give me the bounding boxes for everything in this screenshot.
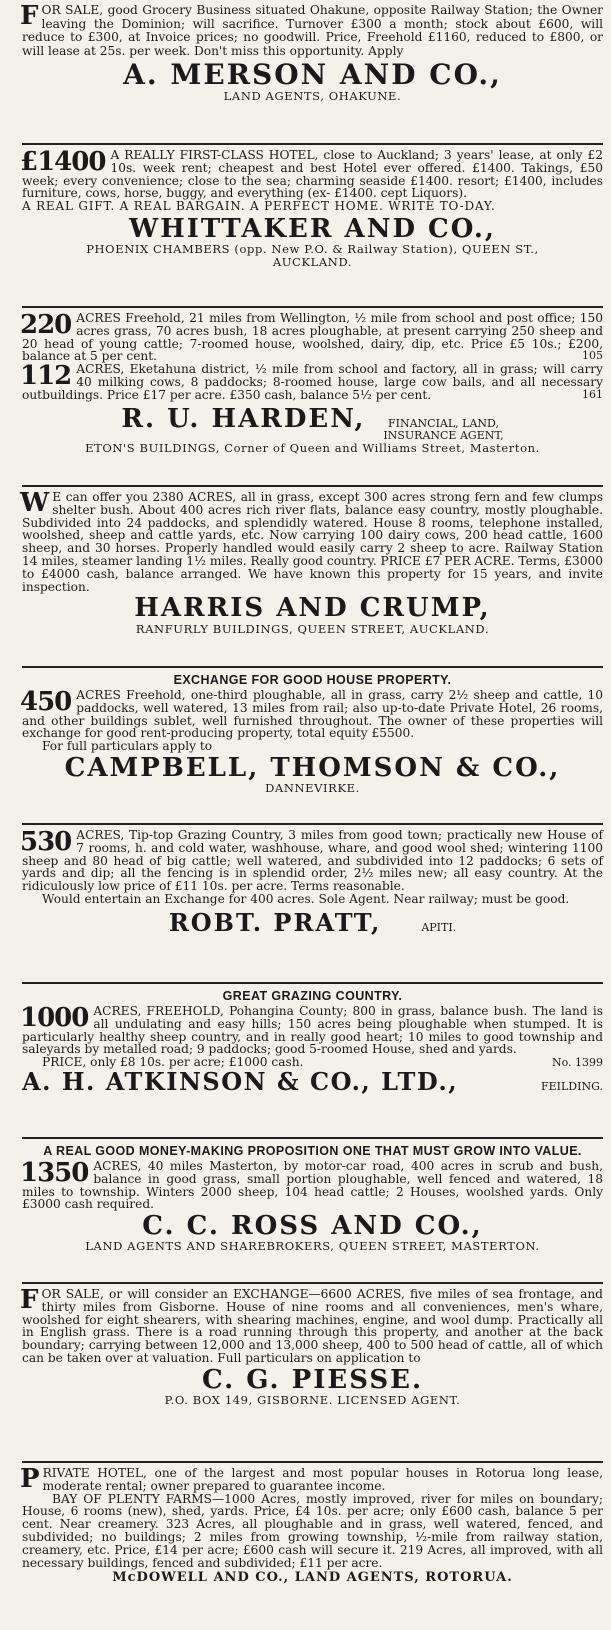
firm-name: A. H. ATKINSON & CO., LTD., <box>22 1067 459 1097</box>
firm-address: LAND AGENTS, OHAKUNE. <box>223 88 402 103</box>
listing-220: 220 ACRES Freehold, 21 miles from Wellington, ½ mile from school and post office; 150 acres grass, 70 acres bush, 18 acres ploughable, at present carrying 250 sheep and 20 head of young cattle; 7-roomed house, woolshed, dairy, dip, etc. Price £5 10s.; £200, balance at 5 per cent. 105 <box>20 310 603 364</box>
firm-services: FINANCIAL, LAND, INSURANCE AGENT, <box>383 416 504 442</box>
firm-name: ROBT. PRATT, <box>168 907 382 937</box>
ad-body: FOR SALE, good Grocery Business situated Ohakune, opposite Railway Station; the Owner leaving the Dominion; will sacrifice. Turnover £300 a month; stock about £600, will reduce to £300, at Invoice prices; no goodwill. Price, Freehold £1160, reduced to £800, or will lease at 25s. per week. Don't miss this opportunity. Apply <box>20 1 603 58</box>
firm-city: AUCKLAND. <box>272 255 353 270</box>
apply-line: For full particulars apply to <box>42 739 213 754</box>
firm-address: LAND AGENTS AND SHAREBROKERS, QUEEN STREET, MASTERTON. <box>85 1239 540 1254</box>
acreage-figure: 530 <box>20 827 72 857</box>
ad-body: 530 ACRES, Tip-top Grazing Country, 3 miles from good town; practically new House of 7 rooms, h. and cold water, washhouse, whare, and good wool shed; wintering 1100 sheep and 80 head of big cattle; well watered, and subdivided into 12 paddocks; 6 sets of yards and dip; all the fencing is in splendid order, 2½ miles new; all easy country. At the ridiculously low price of £11 10s. per acre. Terms reasonable. <box>20 827 603 894</box>
firm-address: RANFURLY BUILDINGS, QUEEN STREET, AUCKLAND. <box>135 621 490 636</box>
firm-address: ETON'S BUILDINGS, Corner of Queen and Williams Street, Masterton. <box>85 440 540 455</box>
price-line: PRICE, only £8 10s. per acre; £1000 cash. <box>42 1055 304 1070</box>
ad-price-figure: £1400 <box>20 147 106 177</box>
ad-piesse <box>22 1284 603 1463</box>
drop-cap: W <box>20 488 50 518</box>
ad-harris-crump <box>22 487 603 668</box>
drop-cap: F <box>20 1285 39 1315</box>
firm-town: DANNEVIRKE. <box>265 781 360 796</box>
listing-ref: No. 1399 <box>551 1056 603 1070</box>
ad-ross <box>22 1139 603 1284</box>
ad-tagline: A REAL GIFT. A REAL BARGAIN. A PERFECT HOME. WRITE TO-DAY. <box>22 199 496 214</box>
ad-body: W E can offer you 2380 ACRES, all in grass, except 300 acres strong fern and few clumps shelter bush. About 400 acres rich river flats, balance easy country, mostly ploughable. Subdivided into 24 paddocks, and splendidly watered. House 8 rooms, telephone installed, woolshed, sheep and cattle yards, etc. Now carrying 100 dairy cows, 200 head cattle, 1600 sheep, and 30 horses. Properly handled would easily carry 2 sheep to acre. Railway Station 14 miles, steamer landing 1½ miles. Really good country. PRICE £7 PER ACRE. Terms, £3000 to £4000 cash, balance arranged. We have known this property for 15 years, and invite inspection. <box>20 488 603 594</box>
firm-name: HARRIS AND CRUMP, <box>134 593 491 624</box>
ad-atkinson <box>22 984 603 1139</box>
ad-body: 450 ACRES Freehold, one-third ploughable, all in grass, carry 2½ sheep and cattle, 10 paddocks, well watered, 13 miles from rail; also up-to-date Private Hotel, 26 rooms, and other buildings sublet, well furnished throughout. The owner of these properties will exchange for good rent-producing property, total equity £5500. <box>20 687 603 741</box>
firm-town: FEILDING. <box>541 1080 603 1094</box>
firm-name: R. U. HARDEN, <box>121 403 366 434</box>
listing-ref: 161 <box>582 387 603 401</box>
firm-address: P.O. BOX 149, GISBORNE. LICENSED AGENT. <box>164 1393 461 1408</box>
drop-cap: F <box>20 1 39 31</box>
ad-heading: A REAL GOOD MONEY-MAKING PROPOSITION ONE THAT MUST GROW INTO VALUE. <box>43 1144 582 1158</box>
ad-merson <box>22 0 603 145</box>
ad-note: Would entertain an Exchange for 400 acres. Sole Agent. Near railway; must be good. <box>42 891 570 906</box>
ad-mcdowell <box>22 1463 603 1630</box>
firm-name: A. MERSON AND CO., <box>123 58 502 92</box>
ad-whittaker <box>22 145 603 308</box>
acreage-figure: 1000 <box>20 1003 89 1033</box>
ad-body: 1000 ACRES, FREEHOLD, Pohangina County; 800 in grass, balance bush. The land is all undulating and easy hills; 150 acres being ploughable when stumped. It is particularly healthy sheep country, and in really good heart; 10 miles to good township and saleyards by metalled road; 9 paddocks; good 5-roomed House, shed and yards. <box>20 1003 603 1057</box>
firm-row <box>22 1067 603 1097</box>
ad-campbell-thomson <box>22 668 603 825</box>
ad-body: 1350 ACRES, 40 miles Masterton, by motor-car road, 400 acres in scrub and bush, balance in good grass, small portion ploughable, well fenced and watered, 18 miles to township. Winters 2000 sheep, 104 head cattle; 2 Houses, woolshed yards. Only £3000 cash required. <box>20 1158 603 1212</box>
ad-farms: BAY OF PLENTY FARMS—1000 Acres, mostly improved, river for miles on boundary; House, 6 rooms (new), shed, yards. Price, £4 10s. per acre; only £600 cash, balance 5 per cent. Near creamery. 323 Acres, all ploughable and in grass, well watered, fenced, and subdivided; no buildings; 2 miles from growing township, ½-mile from railway station, creamery, etc. Price, £14 per acre; £600 cash will secure it. 219 Acres, all improved, with all necessary buildings, fenced and subdivided; £11 per acre. <box>22 1491 603 1570</box>
listing-112: 112 ACRES, Eketahuna district, ½ mile from school and factory, all in grass; will carry 40 milking cows, 8 paddocks; 8-roomed house, large cow bails, and all necessary outbuildings. Price £17 per acre. £350 cash, balance 5½ per cent. 161 <box>20 361 603 402</box>
ad-body: FOR SALE, or will consider an EXCHANGE—6600 ACRES, five miles of sea frontage, and thirty miles from Gisborne. House of nine rooms and all conveniences, men's whare, woolshed for eight shearers, with shearing machines, engine, and wool dump. Practically all in English grass. There is a road running through this property, and another at the back boundary; carrying between 12,000 and 13,000 sheep, 400 to 500 head of cattle, all of which can be taken over at valuation. Full particulars on application to <box>20 1285 603 1365</box>
firm-town: APITI. <box>421 920 457 934</box>
listing-ref: 105 <box>582 349 603 363</box>
acreage-figure: 112 <box>20 361 72 392</box>
ad-harden <box>22 308 603 487</box>
firm-name: C. C. ROSS AND CO., <box>142 1211 483 1242</box>
ad-body: PRIVATE HOTEL, one of the largest and most popular houses in Rotorua long lease, moderate rental; owner prepared to guarantee income. <box>20 1464 603 1494</box>
firm-address: PHOENIX CHAMBERS (opp. New P.O. & Railway Station), QUEEN ST., <box>86 242 539 257</box>
firm-row <box>22 403 603 442</box>
ad-robt-pratt <box>22 825 603 984</box>
firm-name: McDOWELL AND CO., LAND AGENTS, ROTORUA. <box>112 1570 513 1586</box>
firm-row <box>22 907 603 937</box>
ad-heading: GREAT GRAZING COUNTRY. <box>222 989 403 1003</box>
firm-name: WHITTAKER AND CO., <box>129 213 496 244</box>
ad-heading: EXCHANGE FOR GOOD HOUSE PROPERTY. <box>173 673 452 687</box>
firm-name: C. G. PIESSE. <box>201 1364 424 1395</box>
drop-cap: P <box>20 1464 40 1494</box>
ad-body: £1400 A REALLY FIRST-CLASS HOTEL, close to Auckland; 3 years' lease, at only £2 10s. week rent; cheapest and best Hotel ever offered. £1400. Takings, £50 week; every convenience; close to the sea; charming seaside £1400. resort; £1400, includes furniture, cows, horse, buggy, and everything (ex- £1400. cept Liquors). <box>20 147 603 201</box>
acreage-figure: 450 <box>20 687 72 717</box>
acreage-figure: 1350 <box>20 1158 89 1188</box>
acreage-figure: 220 <box>20 310 72 340</box>
firm-name: CAMPBELL, THOMSON & CO., <box>64 752 561 783</box>
